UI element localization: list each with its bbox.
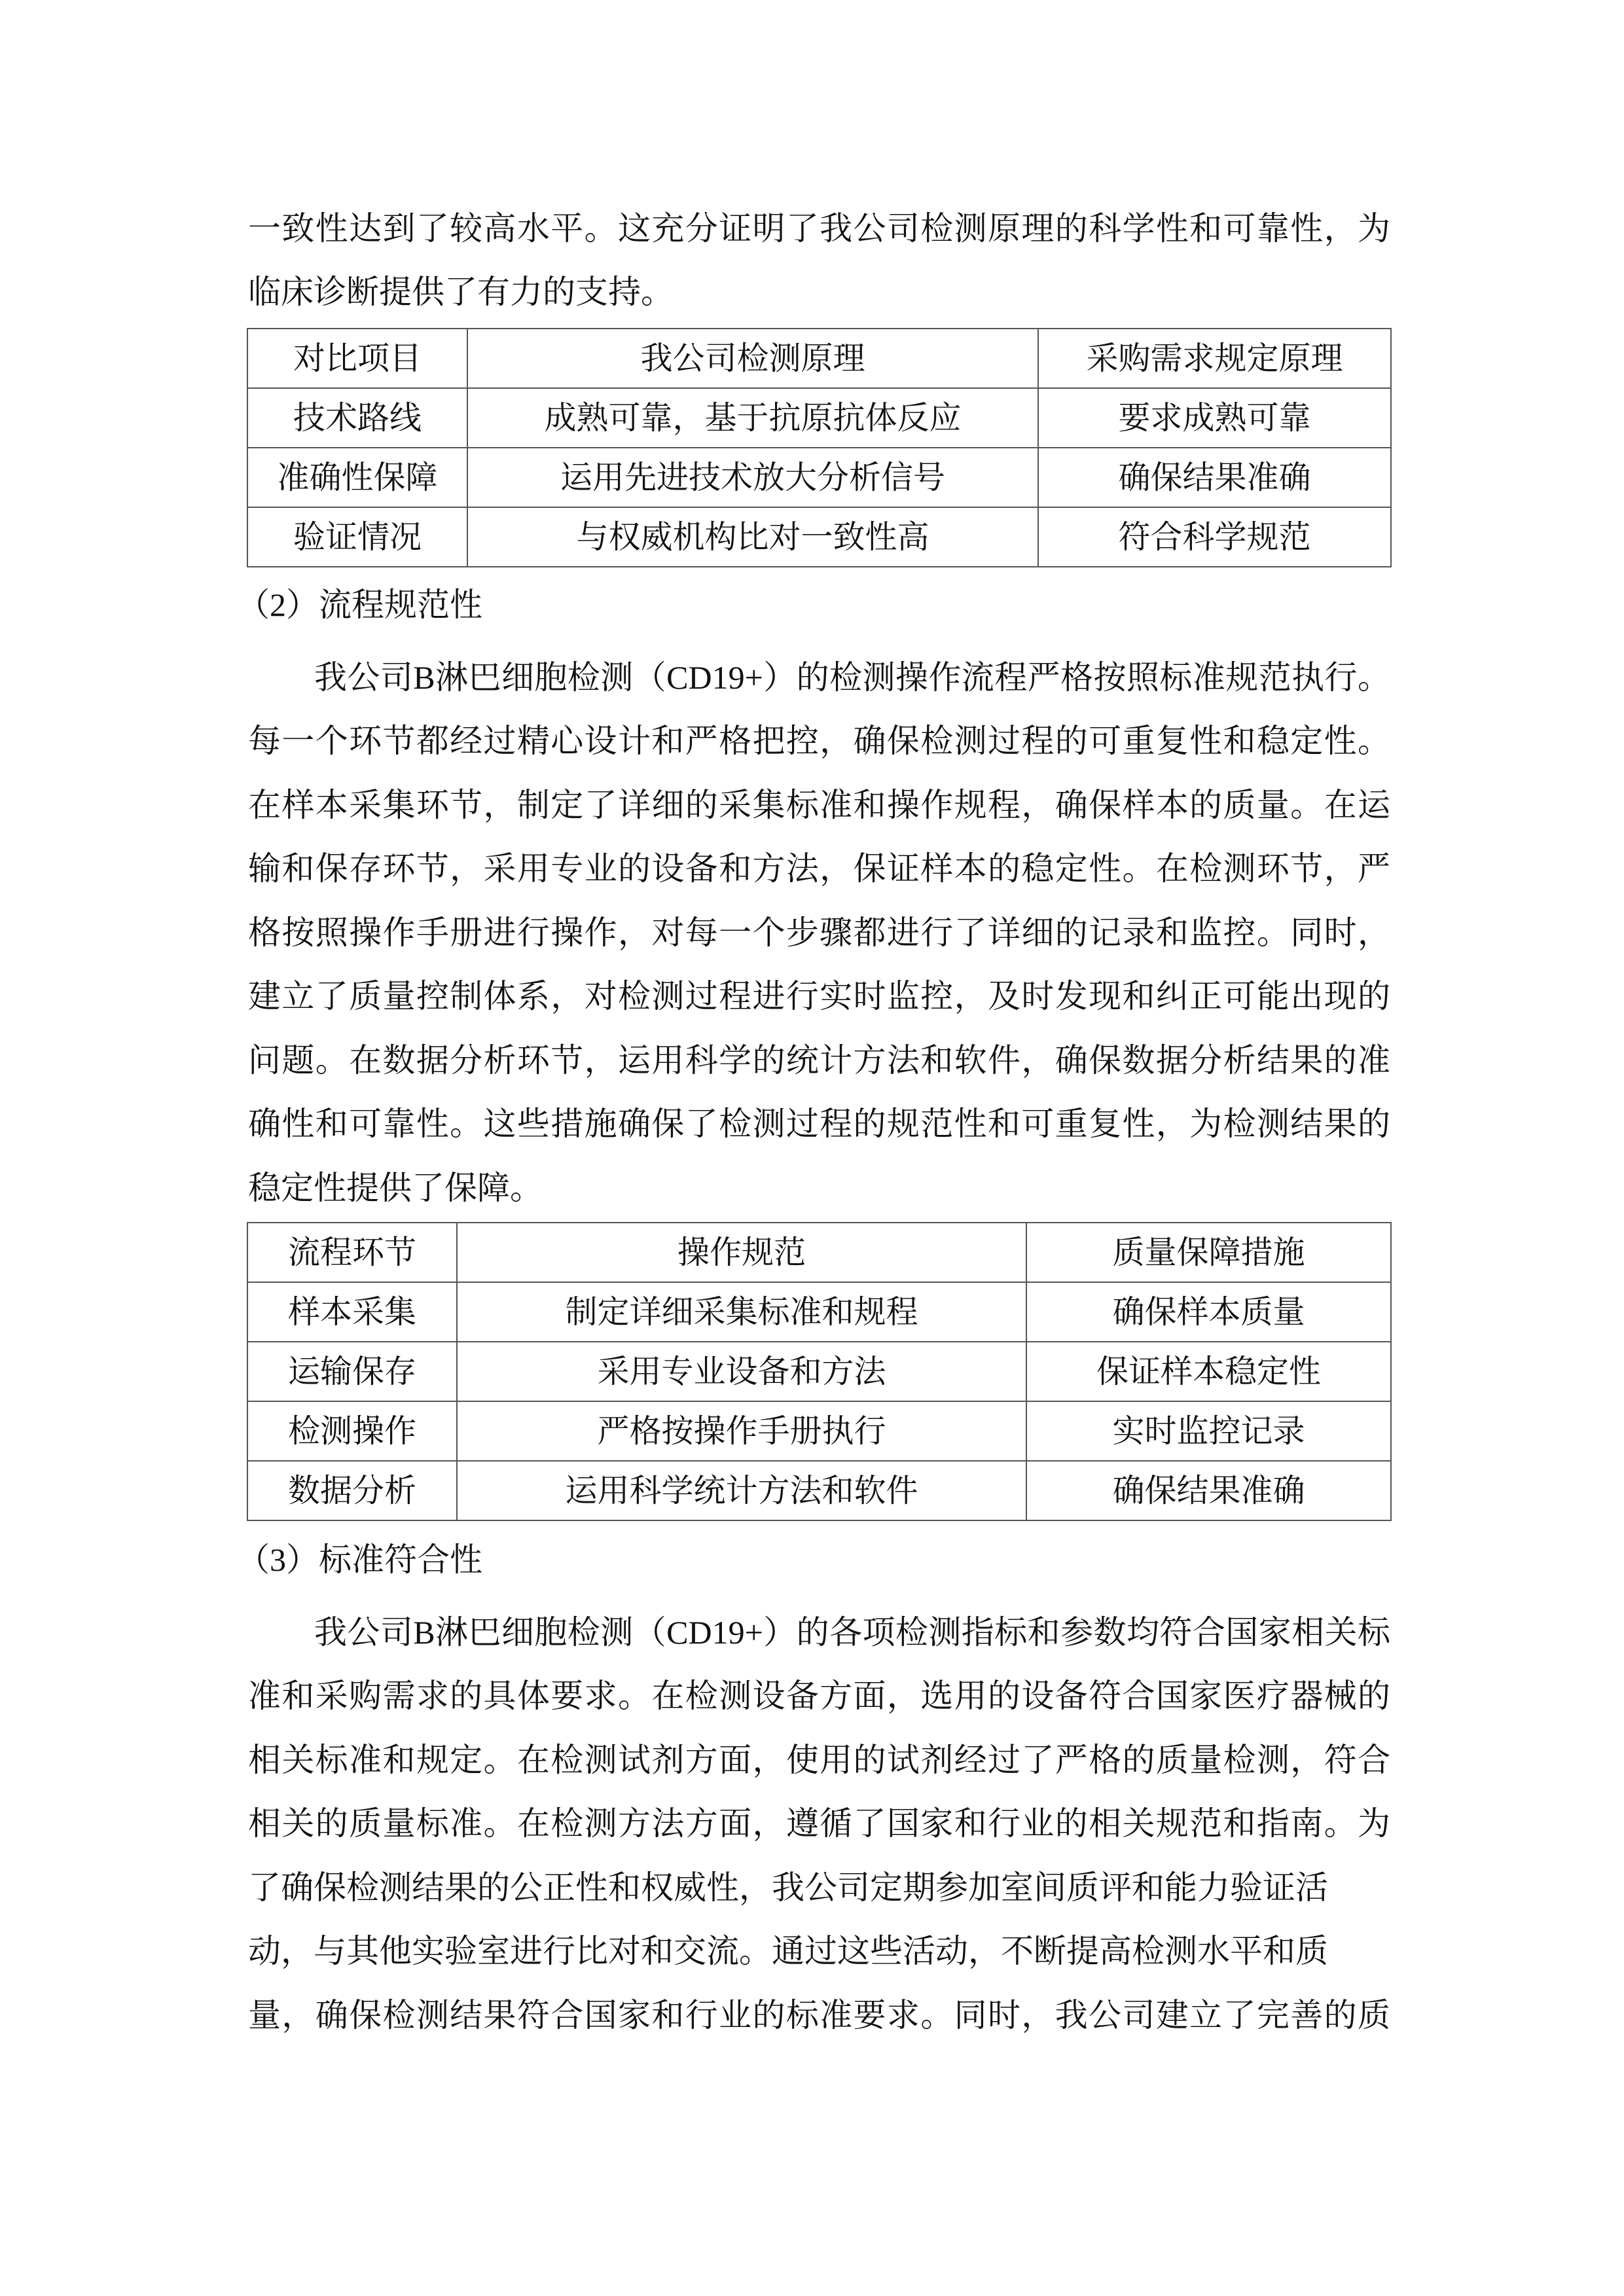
table-cell: 数据分析	[247, 1461, 457, 1520]
table-header-cell: 操作规范	[457, 1223, 1026, 1282]
paragraph-line: 了确保检测结果的公正性和权威性，我公司定期参加室间质评和能力验证活	[248, 1869, 1328, 1906]
paragraph-line: 准和采购需求的具体要求。在检测设备方面，选用的设备符合国家医疗器械的	[248, 1677, 1390, 1714]
section-heading-process: （2）流程规范性	[237, 586, 482, 623]
table-header-cell: 我公司检测原理	[467, 329, 1038, 388]
table-header-cell: 流程环节	[247, 1223, 457, 1282]
table-row	[247, 388, 1391, 448]
paragraph-line: 在样本采集环节，制定了详细的采集标准和操作规程，确保样本的质量。在运	[248, 787, 1390, 823]
table-row	[247, 1342, 1391, 1401]
table-cell: 技术路线	[247, 388, 467, 448]
table-cell: 实时监控记录	[1026, 1401, 1391, 1461]
table-row	[247, 1401, 1391, 1461]
paragraph-line: 量，确保检测结果符合国家和行业的标准要求。同时，我公司建立了完善的质	[248, 1997, 1390, 2034]
table-cell: 采用专业设备和方法	[457, 1342, 1026, 1401]
table-header-row	[247, 329, 1391, 388]
table-cell: 符合科学规范	[1038, 507, 1391, 567]
table-row	[247, 448, 1391, 507]
paragraph-line: 格按照操作手册进行操作，对每一个步骤都进行了详细的记录和监控。同时，	[248, 914, 1390, 951]
table-cell: 与权威机构比对一致性高	[467, 507, 1038, 567]
table-row	[247, 1282, 1391, 1342]
paragraph-line: 相关标准和规定。在检测试剂方面，使用的试剂经过了严格的质量检测，符合	[248, 1742, 1390, 1778]
table-cell: 成熟可靠，基于抗原抗体反应	[467, 388, 1038, 448]
table-cell: 制定详细采集标准和规程	[457, 1282, 1026, 1342]
table-header-cell: 对比项目	[247, 329, 467, 388]
paragraph-line: 我公司B淋巴细胞检测（CD19+）的检测操作流程严格按照标准规范执行。	[314, 659, 1390, 696]
paragraph-line: 我公司B淋巴细胞检测（CD19+）的各项检测指标和参数均符合国家相关标	[314, 1614, 1390, 1651]
table-cell: 运用科学统计方法和软件	[457, 1461, 1026, 1520]
table-cell: 确保样本质量	[1026, 1282, 1391, 1342]
paragraph-line: 输和保存环节，采用专业的设备和方法，保证样本的稳定性。在检测环节，严	[248, 850, 1390, 887]
table-cell: 确保结果准确	[1026, 1461, 1391, 1520]
paragraph-line: 稳定性提供了保障。	[248, 1170, 543, 1206]
principle-comparison-table	[247, 328, 1392, 567]
table-header-cell: 质量保障措施	[1026, 1223, 1391, 1282]
table-cell: 准确性保障	[247, 448, 467, 507]
table-cell: 验证情况	[247, 507, 467, 567]
paragraph-line: 建立了质量控制体系，对检测过程进行实时监控，及时发现和纠正可能出现的	[248, 978, 1390, 1014]
table-cell: 要求成熟可靠	[1038, 388, 1391, 448]
table-cell: 检测操作	[247, 1401, 457, 1461]
table-row	[247, 507, 1391, 567]
table-cell: 运输保存	[247, 1342, 457, 1401]
table-header-cell: 采购需求规定原理	[1038, 329, 1391, 388]
paragraph-line: 确性和可靠性。这些措施确保了检测过程的规范性和可重复性，为检测结果的	[248, 1105, 1390, 1142]
table-header-row	[247, 1223, 1391, 1282]
section-heading-standard: （3）标准符合性	[237, 1541, 482, 1578]
intro-line: 临床诊断提供了有力的支持。	[248, 274, 674, 310]
process-specification-table	[247, 1222, 1392, 1521]
paragraph-line: 每一个环节都经过精心设计和严格把控，确保检测过程的可重复性和稳定性。	[248, 723, 1390, 759]
paragraph-line: 相关的质量标准。在检测方法方面，遵循了国家和行业的相关规范和指南。为	[248, 1805, 1390, 1842]
table-cell: 确保结果准确	[1038, 448, 1391, 507]
paragraph-line: 问题。在数据分析环节，运用科学的统计方法和软件，确保数据分析结果的准	[248, 1042, 1390, 1079]
table-cell: 保证样本稳定性	[1026, 1342, 1391, 1401]
table-row	[247, 1461, 1391, 1520]
intro-line: 一致性达到了较高水平。这充分证明了我公司检测原理的科学性和可靠性，为	[248, 210, 1390, 247]
table-cell: 运用先进技术放大分析信号	[467, 448, 1038, 507]
paragraph-line: 动，与其他实验室进行比对和交流。通过这些活动，不断提高检测水平和质	[248, 1933, 1328, 1969]
table-cell: 样本采集	[247, 1282, 457, 1342]
table-cell: 严格按操作手册执行	[457, 1401, 1026, 1461]
